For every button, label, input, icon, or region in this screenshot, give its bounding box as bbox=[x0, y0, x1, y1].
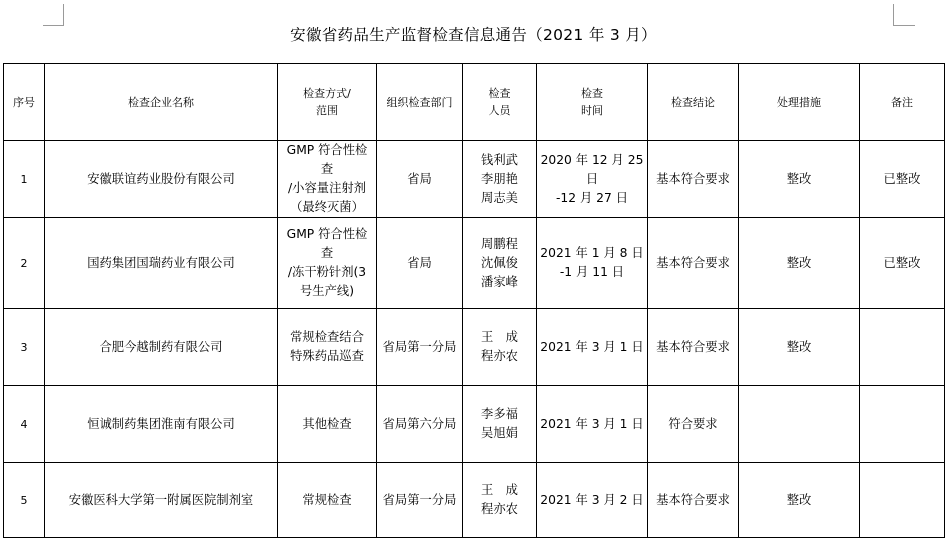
document-title: 安徽省药品生产监督检查信息通告（2021 年 3 月） bbox=[290, 26, 657, 44]
cell-conclusion: 基本符合要求 bbox=[648, 309, 739, 386]
table-row bbox=[4, 141, 945, 218]
cell-dept: 省局 bbox=[377, 141, 463, 218]
header-method-line: 检查方式/ bbox=[303, 87, 351, 100]
table-row bbox=[4, 386, 945, 463]
cell-inspector: 李朋艳 bbox=[481, 171, 518, 186]
cell-inspector: 潘家峰 bbox=[481, 274, 518, 289]
cell-dept: 省局第六分局 bbox=[377, 386, 463, 463]
cell-measures: 整改 bbox=[739, 218, 860, 309]
table-row bbox=[4, 463, 945, 538]
cell-time-line: -12 月 27 日 bbox=[555, 190, 629, 205]
cell-seq: 1 bbox=[4, 141, 45, 218]
header-seq: 序号 bbox=[4, 64, 45, 141]
header-remarks: 备注 bbox=[860, 64, 945, 141]
cell-conclusion: 基本符合要求 bbox=[648, 218, 739, 309]
cell-inspectors bbox=[463, 309, 537, 386]
cell-time-line: 2021 年 3 月 2 日 bbox=[540, 492, 644, 507]
header-conclusion: 检查结论 bbox=[648, 64, 739, 141]
cell-time-line: -1 月 11 日 bbox=[559, 265, 625, 279]
cell-time bbox=[537, 141, 648, 218]
header-method-line: 范围 bbox=[316, 104, 338, 117]
cell-inspector: 程亦农 bbox=[481, 349, 518, 363]
cell-seq: 4 bbox=[4, 386, 45, 463]
cell-inspector: 程亦农 bbox=[481, 502, 518, 516]
cell-method-line: /冻干粉针剂(3 bbox=[287, 265, 367, 279]
cell-seq: 3 bbox=[4, 309, 45, 386]
cell-method bbox=[278, 141, 377, 218]
cell-remarks bbox=[860, 463, 945, 538]
cell-inspectors bbox=[463, 141, 537, 218]
cell-conclusion: 基本符合要求 bbox=[648, 463, 739, 538]
cell-time bbox=[537, 463, 648, 538]
cell-time-line: 2021 年 3 月 1 日 bbox=[540, 416, 644, 431]
cell-time bbox=[537, 309, 648, 386]
cell-method bbox=[278, 463, 377, 538]
cell-inspector: 周志美 bbox=[481, 190, 518, 205]
cell-inspectors bbox=[463, 463, 537, 538]
cell-method-line: GMP 符合性检查 bbox=[286, 227, 368, 260]
cell-inspectors bbox=[463, 386, 537, 463]
header-row bbox=[4, 64, 945, 141]
cell-method bbox=[278, 309, 377, 386]
cell-inspector: 钱利武 bbox=[481, 152, 518, 167]
cell-method-line: /小容量注射剂 bbox=[288, 181, 366, 195]
cell-inspector: 周鹏程 bbox=[481, 236, 518, 251]
cell-company: 合肥今越制药有限公司 bbox=[45, 309, 278, 386]
cell-company: 安徽联谊药业股份有限公司 bbox=[45, 141, 278, 218]
inspection-table bbox=[3, 63, 945, 538]
cell-method-line: GMP 符合性检查 bbox=[286, 143, 368, 176]
cell-company: 国药集团国瑞药业有限公司 bbox=[45, 218, 278, 309]
cell-method-line: 常规检查结合 bbox=[290, 330, 364, 344]
cell-remarks bbox=[860, 309, 945, 386]
cell-dept: 省局第一分局 bbox=[377, 463, 463, 538]
cell-dept: 省局 bbox=[377, 218, 463, 309]
cell-inspectors bbox=[463, 218, 537, 309]
cell-time bbox=[537, 386, 648, 463]
header-dept: 组织检查部门 bbox=[377, 64, 463, 141]
cell-dept: 省局第一分局 bbox=[377, 309, 463, 386]
cell-seq: 5 bbox=[4, 463, 45, 538]
header-measures: 处理措施 bbox=[739, 64, 860, 141]
cell-measures: 整改 bbox=[739, 463, 860, 538]
cell-remarks: 已整改 bbox=[860, 141, 945, 218]
cell-conclusion: 符合要求 bbox=[648, 386, 739, 463]
header-time-line: 时间 bbox=[581, 104, 603, 117]
header-time bbox=[537, 64, 648, 141]
cell-inspector: 沈佩俊 bbox=[481, 255, 518, 270]
cell-time-line: 2021 年 1 月 8 日 bbox=[540, 246, 644, 260]
cell-method bbox=[278, 218, 377, 309]
cell-measures bbox=[739, 386, 860, 463]
cell-method-line: 特殊药品巡查 bbox=[290, 349, 364, 363]
cell-measures: 整改 bbox=[739, 141, 860, 218]
cell-seq: 2 bbox=[4, 218, 45, 309]
cell-measures: 整改 bbox=[739, 309, 860, 386]
cell-method-line: 常规检查 bbox=[302, 492, 352, 507]
cell-conclusion: 基本符合要求 bbox=[648, 141, 739, 218]
header-inspectors bbox=[463, 64, 537, 141]
cell-method-line: （最终灭菌） bbox=[290, 200, 364, 214]
cell-time-line: 2021 年 3 月 1 日 bbox=[540, 339, 644, 354]
cell-method-line: 其他检查 bbox=[302, 416, 352, 431]
cell-remarks: 已整改 bbox=[860, 218, 945, 309]
header-company: 检查企业名称 bbox=[45, 64, 278, 141]
cell-inspector: 王 成 bbox=[481, 483, 518, 497]
cell-time bbox=[537, 218, 648, 309]
table-row bbox=[4, 309, 945, 386]
cell-time-line: 2020 年 12 月 25 日 bbox=[540, 152, 644, 186]
cell-company: 安徽医科大学第一附属医院制剂室 bbox=[45, 463, 278, 538]
header-method bbox=[278, 64, 377, 141]
header-inspectors-line: 检查 bbox=[488, 87, 511, 100]
cell-method bbox=[278, 386, 377, 463]
cell-inspector: 吴旭娟 bbox=[481, 426, 518, 440]
cell-method-line: 号生产线) bbox=[300, 284, 354, 298]
cell-remarks bbox=[860, 386, 945, 463]
cell-inspector: 王 成 bbox=[481, 330, 518, 344]
cell-inspector: 李多福 bbox=[481, 407, 518, 421]
header-inspectors-line: 人员 bbox=[488, 104, 511, 117]
header-time-line: 检查 bbox=[581, 87, 603, 100]
cell-company: 恒诚制药集团淮南有限公司 bbox=[45, 386, 278, 463]
table-row bbox=[4, 218, 945, 309]
